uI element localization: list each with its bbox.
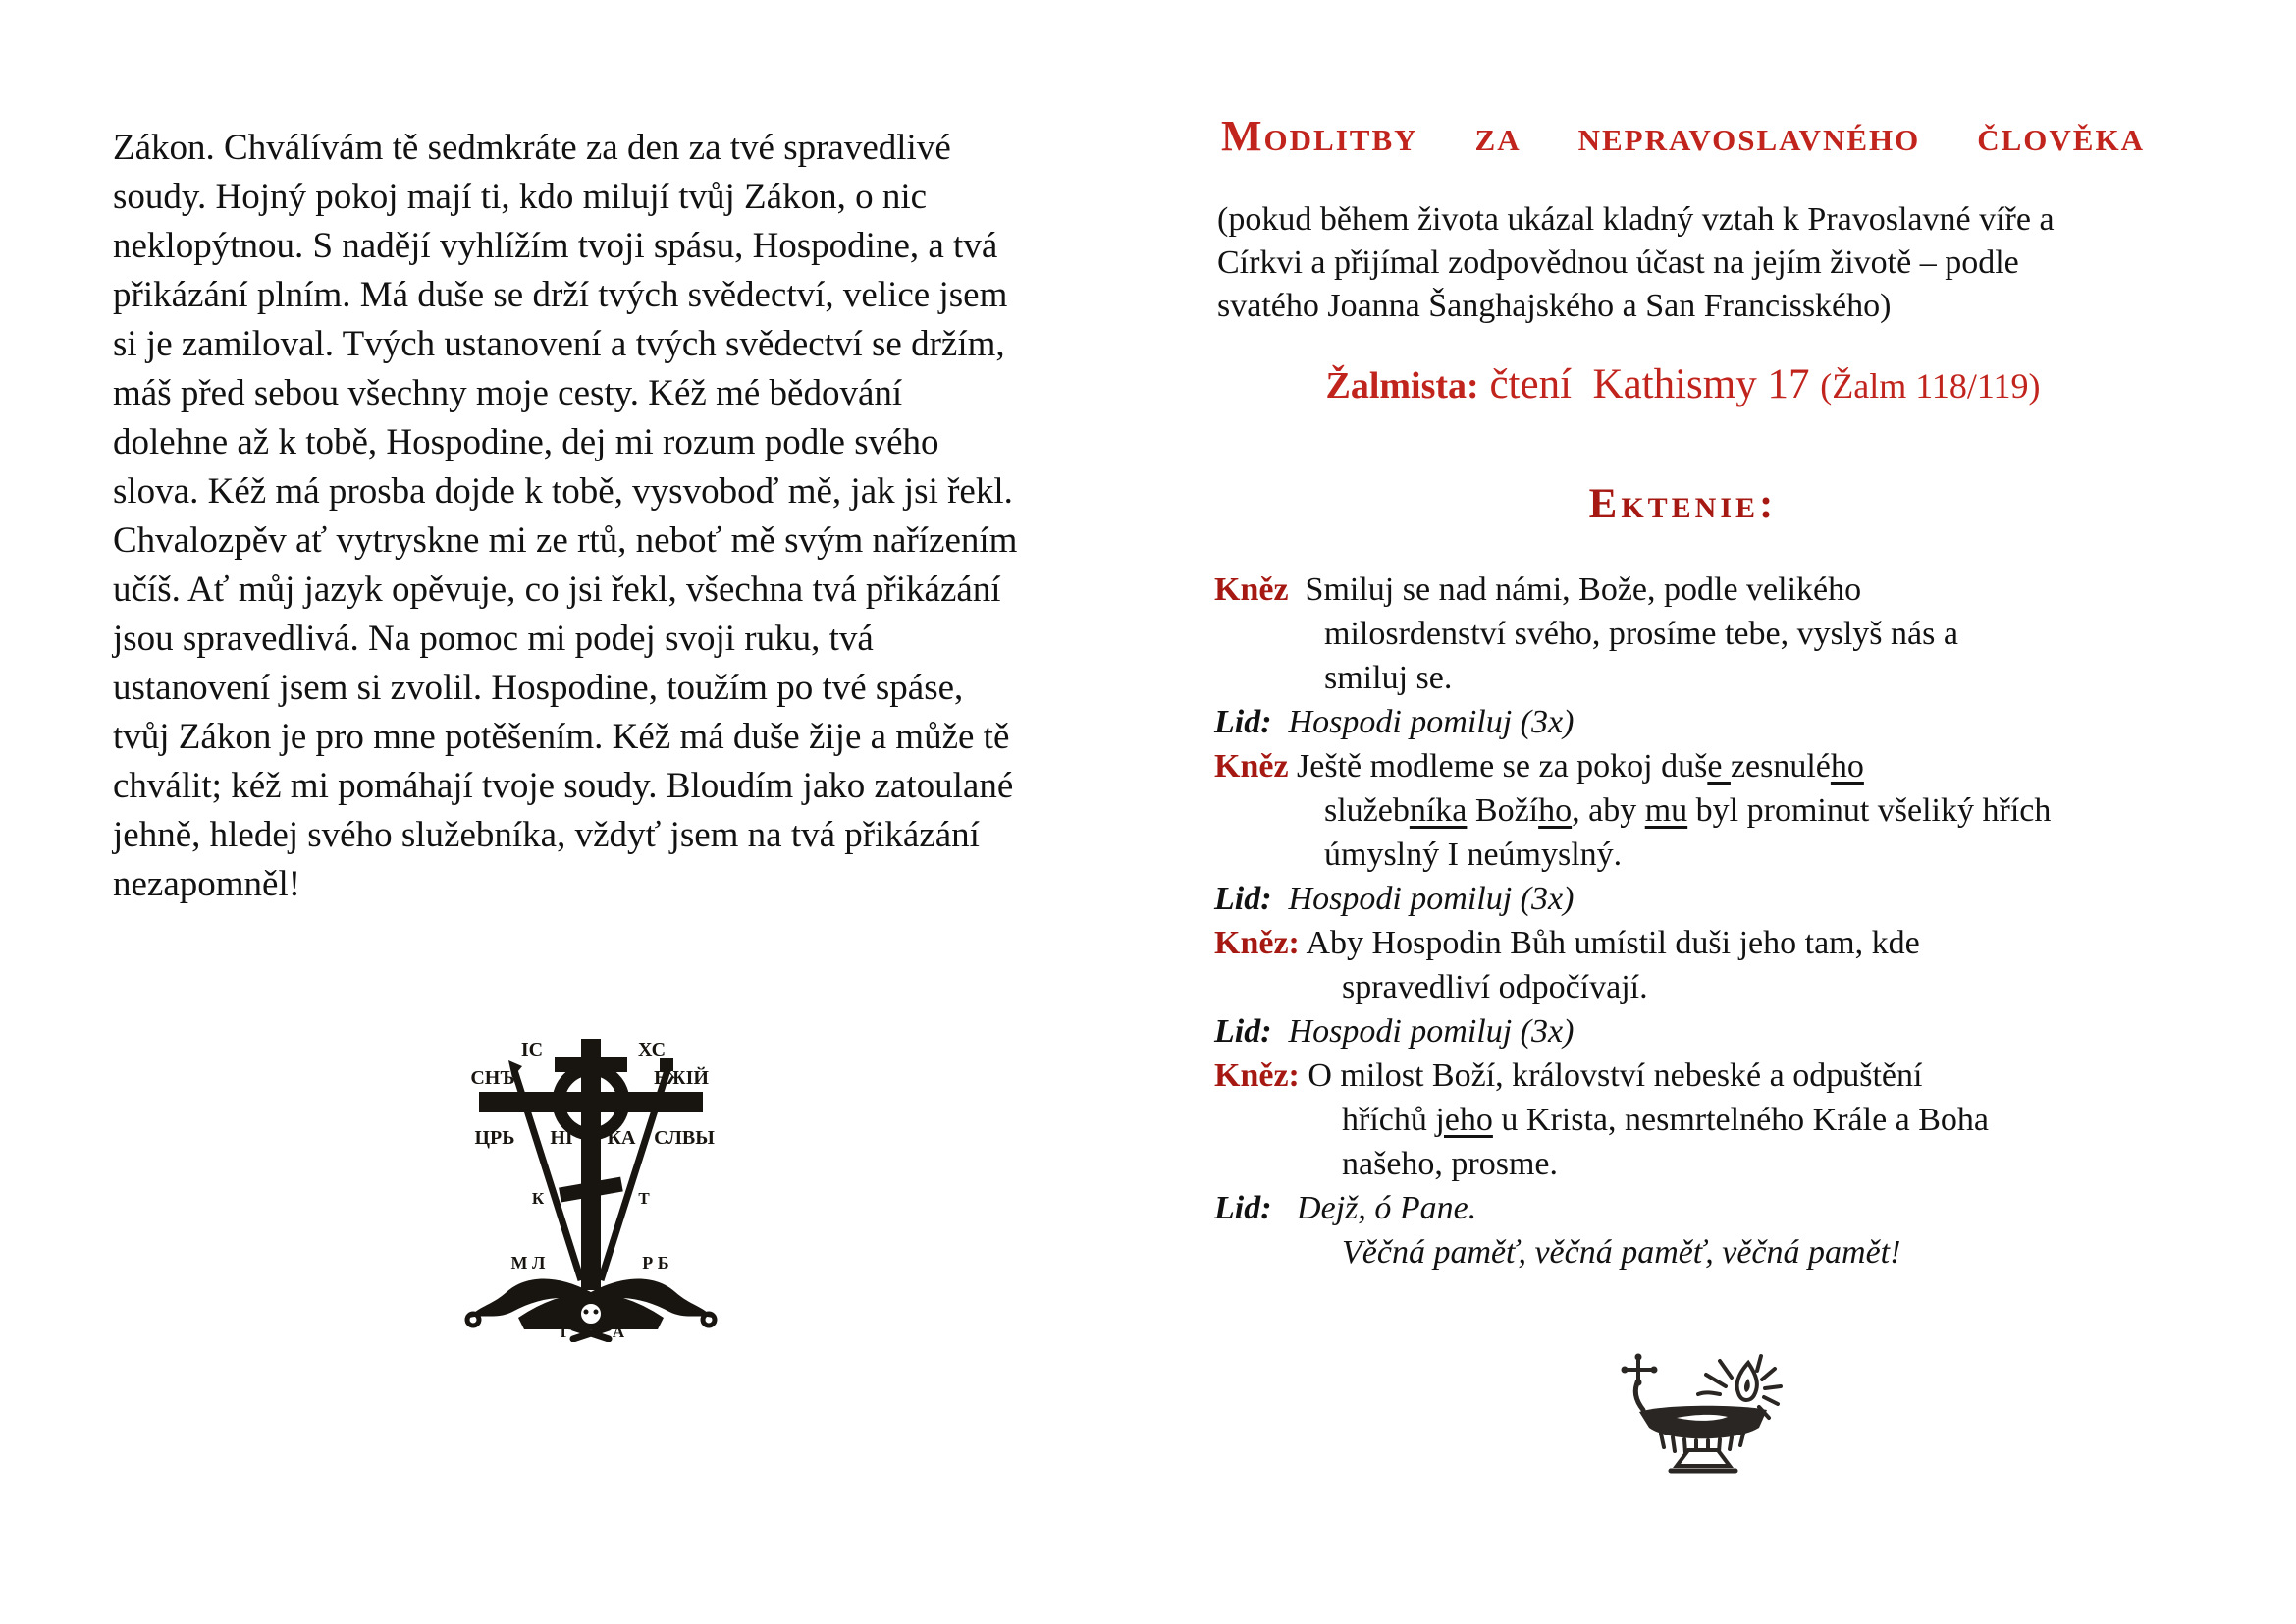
dialogue-line (1214, 568, 2196, 612)
dialogue-text: Boží (1467, 792, 1539, 829)
cross-top-bar (555, 1057, 627, 1072)
lamp-foot (1677, 1450, 1730, 1466)
ektenie-heading: Ektenie: (1588, 481, 1778, 527)
dialogue-text: Věčná paměť, věčná paměť, věčná pamět! (1342, 1234, 1901, 1271)
speaker-label: Kněz (1214, 748, 1289, 785)
dialogue-text: ho (1830, 748, 1864, 785)
dialogue-line (1214, 656, 2196, 700)
dialogue-line (1214, 1054, 2196, 1098)
dialogue-text: O milost Boží, království nebeské a odpuštění (1299, 1057, 1923, 1094)
dialogue-text: spravedliví odpočívají. (1342, 969, 1648, 1005)
ray (1765, 1386, 1781, 1388)
cross-letter-ni: НІ (550, 1127, 573, 1149)
dialogue-line (1214, 1186, 2196, 1230)
ray (1764, 1397, 1778, 1404)
cross-bud (1622, 1367, 1628, 1373)
speaker-label: Lid: (1214, 704, 1272, 740)
dialogue-text: u Krista, nesmrtelného Krále a Boha (1492, 1102, 1990, 1138)
cross-letter-ml: М Л (510, 1253, 546, 1272)
speaker-label: Kněz: (1214, 1057, 1300, 1094)
cross-bud (1635, 1380, 1641, 1385)
dialogue-line (1214, 1098, 2196, 1142)
dialogue-text: úmyslný I neúmyslný. (1324, 837, 1623, 873)
psalm-body-line: dolehne až k tobě, Hospodine, dej mi rozum podle svého (113, 422, 939, 462)
psalm-body-line: přikázání plním. Má duše se drží tvých svědectví, velice jsem (113, 275, 1008, 315)
oil-lamp-image (1618, 1351, 1785, 1474)
cross-bud (1651, 1367, 1657, 1373)
dialogue-text: mu (1644, 792, 1688, 829)
psalm-body-line: nezapomněl! (113, 864, 301, 904)
dialogue-text: jeho (1435, 1102, 1493, 1138)
dialogue-text: hříchů (1342, 1102, 1436, 1138)
dialogue-text: Smiluj se nad námi, Bože, podle velikého (1288, 571, 1862, 608)
speaker-label: Lid: (1214, 1190, 1272, 1226)
psalm-body-line: tvůj Zákon je pro mne potěšením. Kéž má duše žije a může tě (113, 717, 1010, 757)
dialogue (1214, 568, 2196, 1274)
lamp-bowl (1639, 1406, 1767, 1439)
psalmist-text: čtení Kathismy 17 (1478, 361, 1821, 407)
cross-bud (1635, 1354, 1641, 1360)
dialogue-text: e (1707, 748, 1731, 785)
cross-letter-k: К (531, 1189, 545, 1208)
ray (1706, 1375, 1726, 1386)
psalm-body-line: máš před sebou všechny moje cesty. Kéž mé bědování (113, 373, 903, 413)
psalm-body-line: Zákon. Chválívám tě sedmkráte za den za tvé spravedlivé (113, 128, 951, 168)
cross-letter-car: ЦРЬ (474, 1127, 515, 1149)
dialogue-text: Hospodi pomiluj (3x) (1271, 1013, 1575, 1050)
cross-letter-syn: СНЪ (470, 1067, 515, 1089)
dialogue-text: Dejž, ó Pane. (1271, 1190, 1477, 1226)
skull-icon (578, 1301, 604, 1326)
orthodox-cross-image (463, 1023, 719, 1342)
dialogue-text: našeho, prosme. (1342, 1146, 1559, 1182)
speaker-label: Lid: (1214, 881, 1272, 917)
psalm-body-line: učíš. Ať můj jazyk opěvuje, co jsi řekl, všechna tvá přikázání (113, 569, 1001, 610)
cross-letter-rb: Р Б (642, 1253, 669, 1272)
dialogue-text: smiluj se. (1324, 660, 1453, 696)
ray (1698, 1392, 1720, 1394)
ray (1720, 1361, 1732, 1378)
dialogue-line (1214, 1142, 2196, 1186)
rubric-note-line: svatého Joanna Šanghajského a San Francisského) (1217, 288, 1892, 324)
dialogue-line (1214, 1009, 2196, 1054)
cross-letter-ic: ІС (520, 1039, 544, 1060)
psalmist-line (1214, 359, 2152, 411)
psalmist-label: Žalmista: (1325, 365, 1479, 406)
psalm-body-line: si je zamiloval. Tvých ustanovení a tvých svědectví se držím, (113, 324, 1005, 364)
psalm-body-line: chválit; kéž mi pomáhají tvoje soudy. Bloudím jako zatoulané (113, 766, 1014, 806)
ray (1762, 1369, 1775, 1380)
dialogue-line (1214, 965, 2196, 1009)
rubric-note (1217, 198, 2164, 328)
psalm-body (113, 124, 1109, 909)
dialogue-text: Hospodi pomiluj (3x) (1271, 881, 1575, 917)
psalm-body-line: Chvalozpěv ať vytryskne mi ze rtů, neboť mě svým nařízením (113, 520, 1018, 561)
dialogue-text: služeb (1324, 792, 1410, 829)
dialogue-text: Hospodi pomiluj (3x) (1271, 704, 1575, 740)
dialogue-text: byl prominut všeliký hřích (1687, 792, 2052, 829)
rubric-note-line: Církvi a přijímal zodpovědnou účast na jejím životě – podle (1217, 244, 2019, 281)
dialogue-line (1214, 612, 2196, 656)
cross-main-bar (479, 1092, 703, 1112)
dialogue-line (1214, 1230, 2196, 1274)
cross-letter-slavy: СЛВЫ (654, 1127, 715, 1149)
cross-shaft (581, 1039, 601, 1290)
cross-letter-xc: ХС (637, 1039, 667, 1060)
speaker-label: Kněz (1214, 571, 1289, 608)
dialogue-text: ho (1538, 792, 1573, 829)
cross-letter-ka: КА (607, 1127, 636, 1149)
psalm-body-line: ustanovení jsem si zvolil. Hospodine, toužím po tvé spáse, (113, 668, 964, 708)
speaker-label: Lid: (1214, 1013, 1272, 1050)
scroll-curl-right (703, 1314, 715, 1326)
dialogue-line (1214, 921, 2196, 965)
cross-letter-g: Г (560, 1323, 571, 1341)
rubric-note-line: (pokud během života ukázal kladný vztah k Pravoslavné víře a (1217, 201, 2055, 238)
psalm-body-line: slova. Kéž má prosba dojde k tobě, vysvoboď mě, jak jsi řekl. (113, 471, 1013, 512)
ray (1757, 1356, 1761, 1371)
psalm-body-line: soudy. Hojný pokoj mají ti, kdo milují tvůj Zákon, o nic (113, 177, 928, 217)
dialogue-line (1214, 744, 2196, 788)
dialogue-text: zesnulé (1730, 748, 1831, 785)
psalm-body-line: neklopýtnou. S nadějí vyhlížím tvoji spásu, Hospodine, a tvá (113, 226, 998, 266)
dialogue-text: Aby Hospodin Bůh umístil duši jeho tam, kde (1299, 925, 1920, 961)
cross-letter-t: Т (638, 1189, 650, 1208)
dialogue-text: níka (1409, 792, 1468, 829)
scroll-curl-left (467, 1314, 479, 1326)
skull-eye (594, 1310, 599, 1315)
dialogue-line (1214, 877, 2196, 921)
cross-letter-bozhij: БЖІЙ (654, 1067, 709, 1089)
dialogue-text: , aby (1572, 792, 1645, 829)
cross-letter-a: А (612, 1323, 625, 1341)
psalm-body-line: jsou spravedlivá. Na pomoc mi podej svoji ruku, tvá (113, 619, 874, 659)
psalm-reference: (Žalm 118/119) (1820, 366, 2041, 406)
dialogue-line (1214, 788, 2196, 833)
dialogue-text: Ještě modleme se za pokoj duš (1288, 748, 1708, 785)
page-title: Modlitby za nepravoslavného člověka (1221, 112, 2145, 160)
dialogue-line (1214, 833, 2196, 877)
skull-eye (584, 1310, 589, 1315)
dialogue-line (1214, 700, 2196, 744)
dialogue-text: milosrdenství svého, prosíme tebe, vyslyš nás a (1324, 616, 1958, 652)
psalm-body-line: jehně, hledej svého služebníka, vždyť jsem na tvá přikázání (113, 815, 980, 855)
speaker-label: Kněz: (1214, 925, 1300, 961)
